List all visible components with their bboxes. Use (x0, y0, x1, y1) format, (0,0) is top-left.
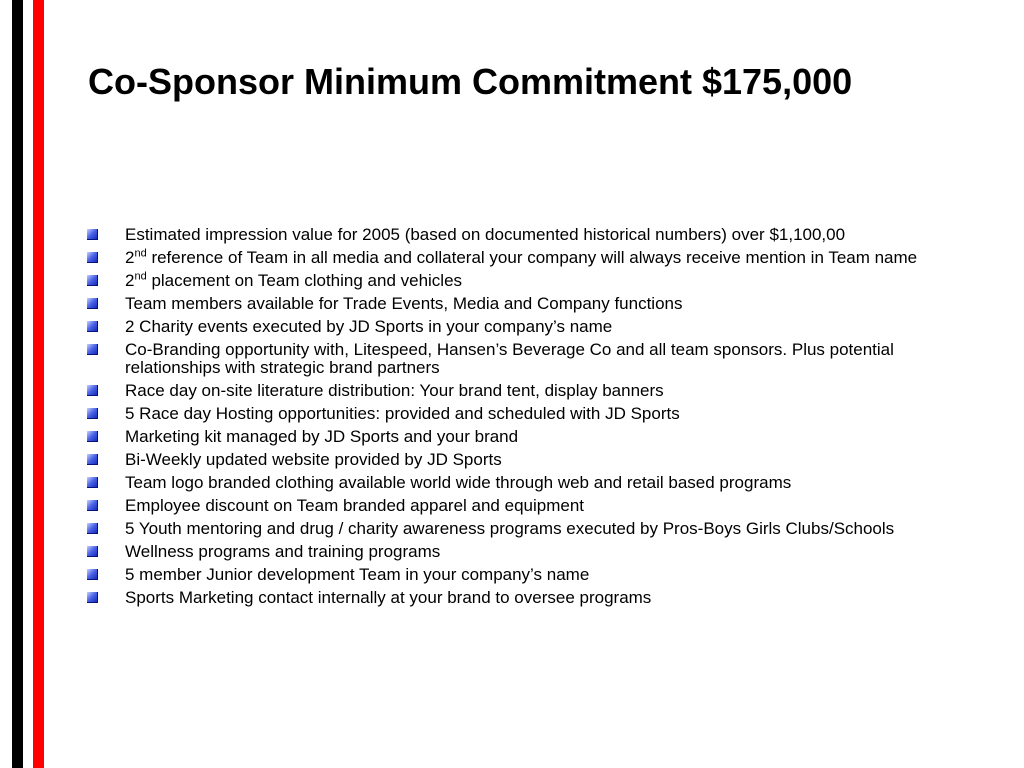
slide-title: Co-Sponsor Minimum Commitment $175,000 (88, 61, 853, 102)
left-red-stripe (33, 0, 44, 768)
bullet-text: Marketing kit managed by JD Sports and your brand (125, 427, 519, 446)
square-bullet-icon (87, 477, 98, 488)
bullet-text: reference of Team in all media and collateral your company will always receive mention in Team name (146, 248, 918, 267)
square-bullet-icon (87, 408, 98, 419)
ordinal-suffix: nd (134, 270, 147, 283)
square-bullet-icon (87, 546, 98, 557)
list-item (87, 543, 932, 561)
bullet-text: Wellness programs and training programs (125, 542, 441, 561)
square-bullet-icon (87, 523, 98, 534)
square-bullet-icon (87, 344, 98, 355)
bullet-text: Team members available for Trade Events, Media and Company functions (125, 294, 683, 313)
ordinal-suffix: nd (134, 247, 147, 260)
list-item (87, 341, 932, 377)
square-bullet-icon (87, 275, 98, 286)
list-item (87, 474, 932, 492)
bullet-text: Race day on-site literature distribution: Your brand tent, display banners (125, 381, 664, 400)
list-item (87, 272, 932, 290)
list-item (87, 520, 932, 538)
square-bullet-icon (87, 298, 98, 309)
list-item (87, 226, 932, 244)
bullet-text: 2 Charity events executed by JD Sports in your company’s name (125, 317, 613, 336)
bullet-text: Employee discount on Team branded apparel and equipment (125, 496, 584, 515)
bullet-list (87, 226, 932, 612)
square-bullet-icon (87, 592, 98, 603)
square-bullet-icon (87, 321, 98, 332)
list-item (87, 428, 932, 446)
bullet-prefix: 2 (125, 271, 135, 290)
square-bullet-icon (87, 229, 98, 240)
square-bullet-icon (87, 500, 98, 511)
bullet-text: Estimated impression value for 2005 (based on documented historical numbers) over $1,100,00 (125, 225, 846, 244)
bullet-text: 5 member Junior development Team in your company’s name (125, 565, 590, 584)
list-item (87, 295, 932, 313)
bullet-prefix: 2 (125, 248, 135, 267)
list-item (87, 249, 932, 267)
list-item (87, 451, 932, 469)
list-item (87, 382, 932, 400)
bullet-text: Bi-Weekly updated website provided by JD Sports (125, 450, 502, 469)
list-item (87, 318, 932, 336)
list-item (87, 405, 932, 423)
bullet-text: 5 Youth mentoring and drug / charity awareness programs executed by Pros-Boys Girls Clubs/Schools (125, 519, 895, 538)
square-bullet-icon (87, 385, 98, 396)
bullet-text: Team logo branded clothing available world wide through web and retail based programs (125, 473, 792, 492)
square-bullet-icon (87, 252, 98, 263)
bullet-text: placement on Team clothing and vehicles (146, 271, 463, 290)
bullet-text: Sports Marketing contact internally at your brand to oversee programs (125, 588, 652, 607)
list-item (87, 566, 932, 584)
square-bullet-icon (87, 454, 98, 465)
square-bullet-icon (87, 569, 98, 580)
bullet-text: 5 Race day Hosting opportunities: provided and scheduled with JD Sports (125, 404, 680, 423)
left-black-stripe (12, 0, 23, 768)
list-item (87, 589, 932, 607)
square-bullet-icon (87, 431, 98, 442)
list-item (87, 497, 932, 515)
bullet-text: Co-Branding opportunity with, Litespeed, Hansen’s Beverage Co and all team sponsors. Plus potential relationships with strategic brand partners (125, 340, 894, 377)
